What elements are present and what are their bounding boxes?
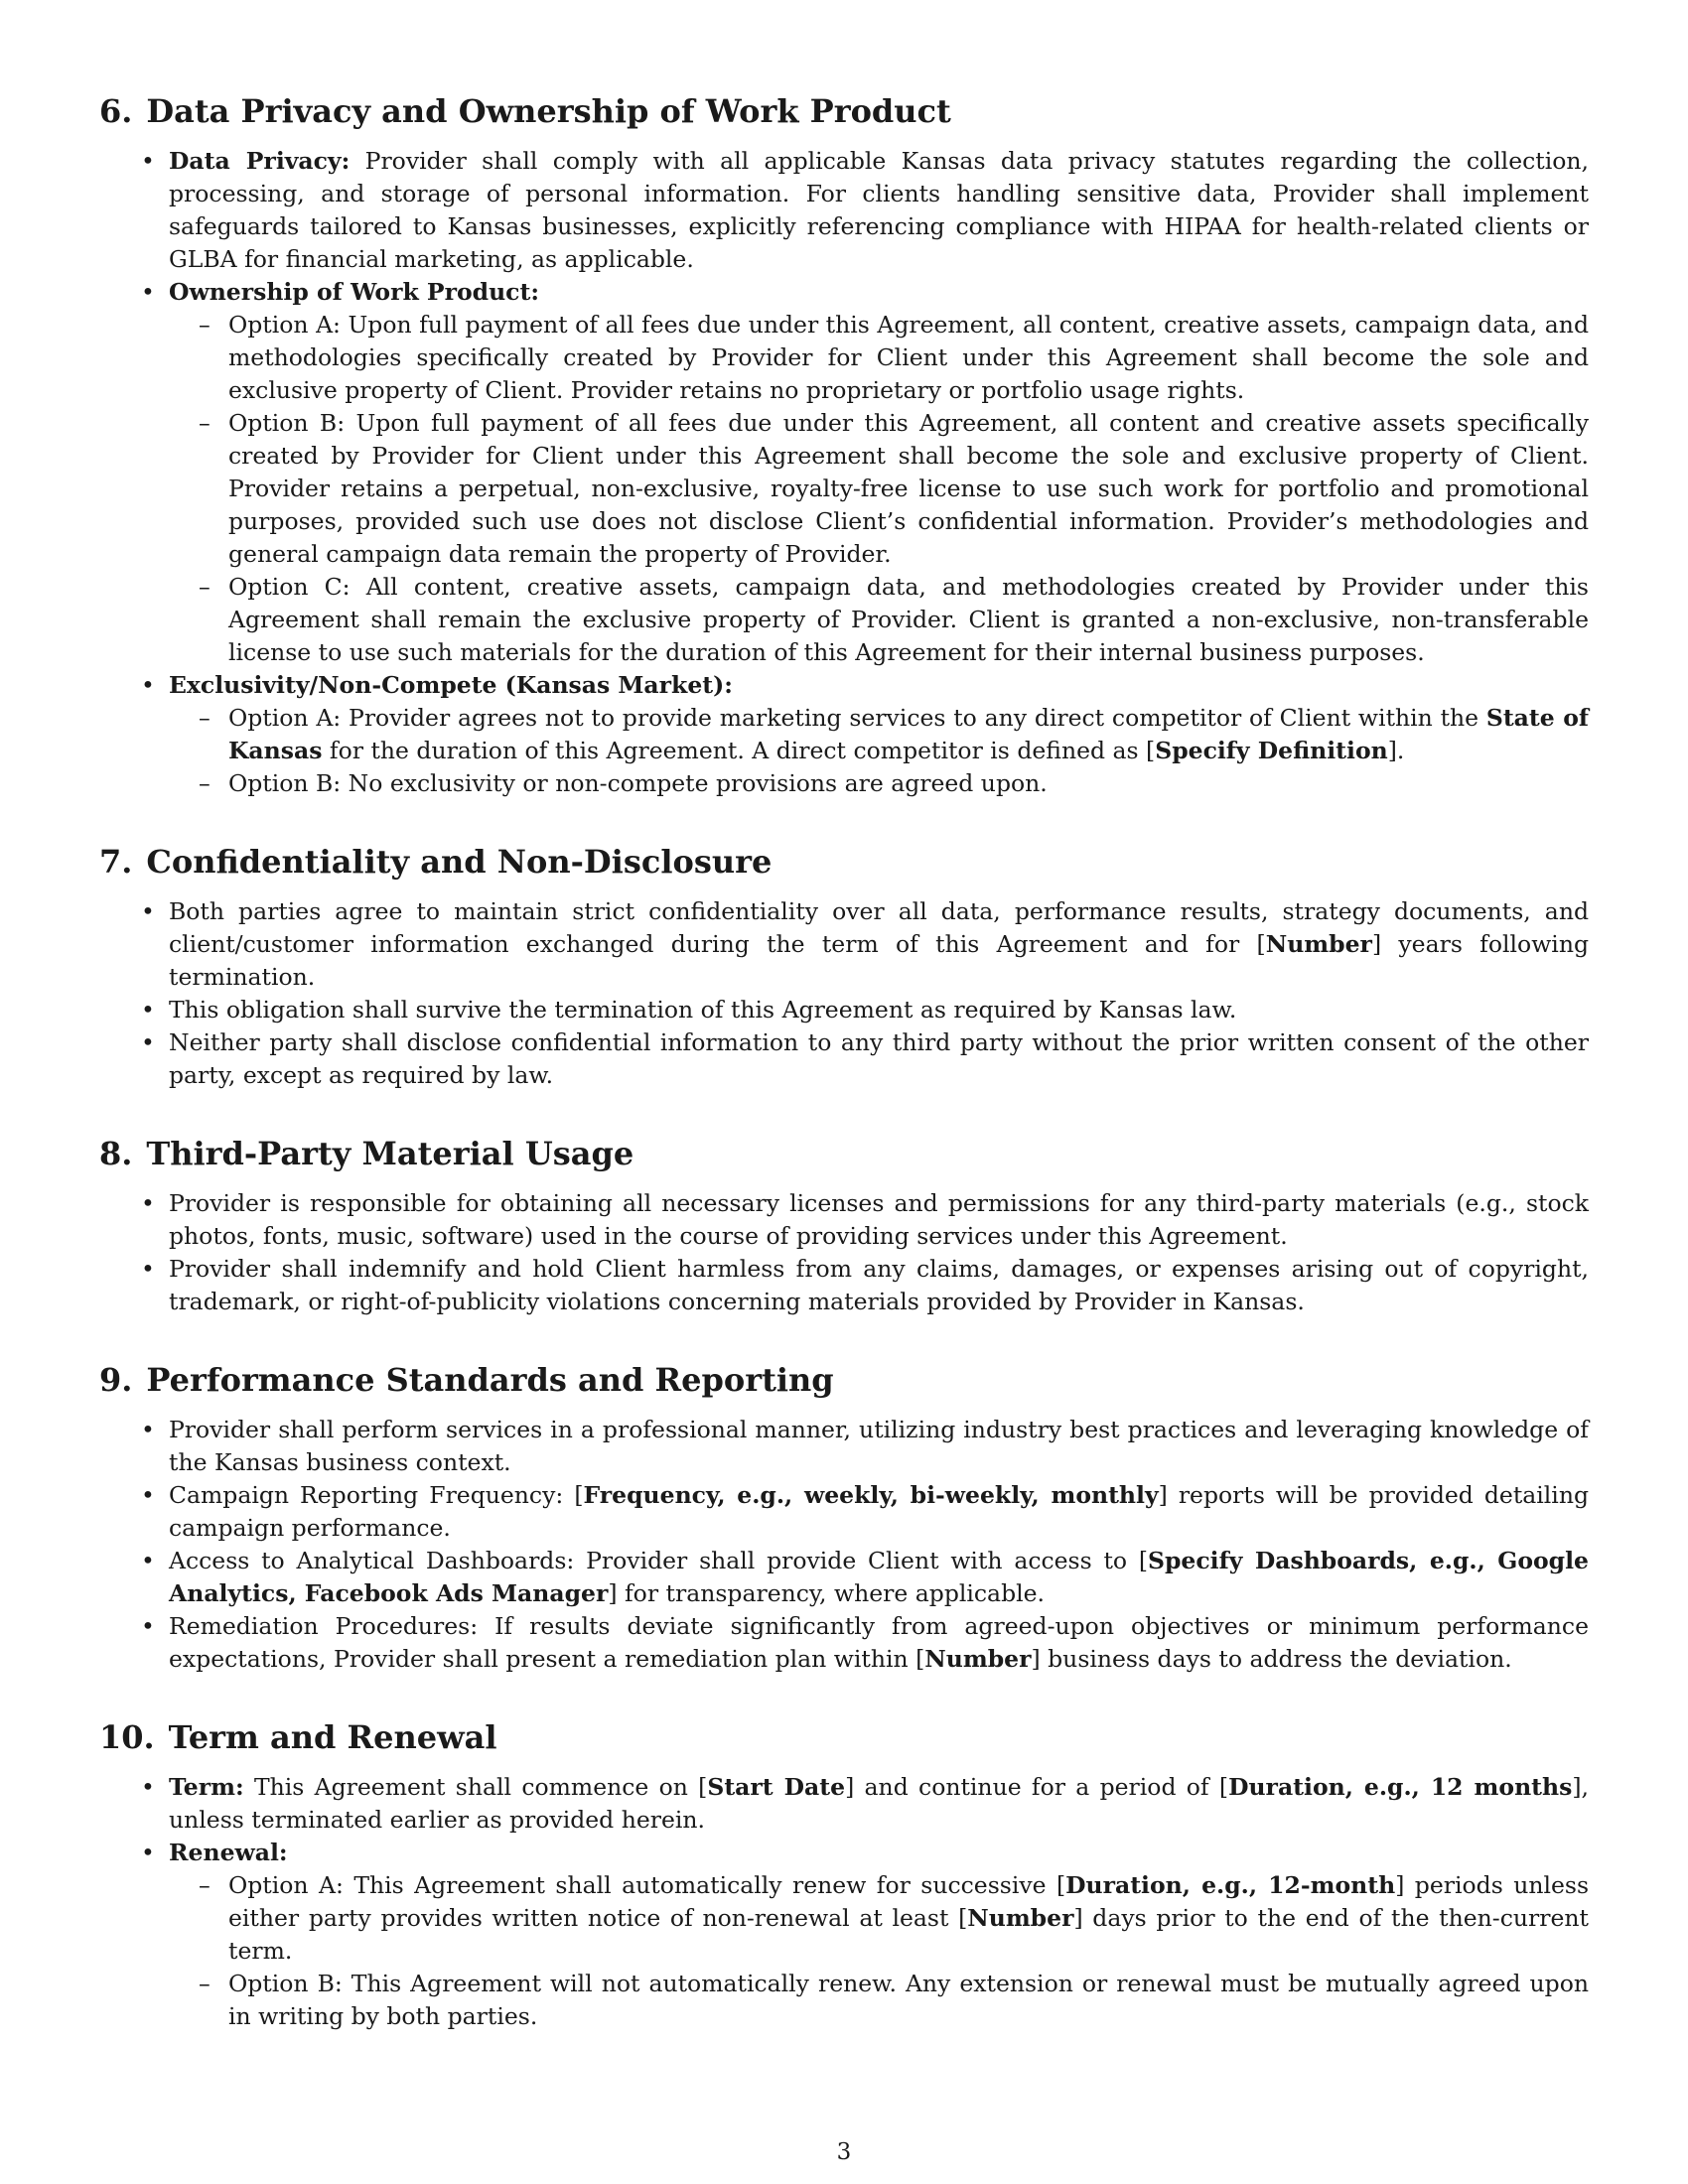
placeholder-field: Frequency, e.g., weekly, bi-weekly, monthly bbox=[583, 1481, 1159, 1509]
section-9 bbox=[99, 1360, 1589, 1676]
option-b: – Option B: This Agreement will not automatically renew. Any extension or renewal must be mutually agreed upon in writing by both parties. bbox=[228, 1968, 1589, 2033]
option-text: ] periods unless either party provides written notice of non-renewal at least [ bbox=[228, 1871, 1590, 1932]
section-heading bbox=[99, 1717, 1589, 1757]
section-heading bbox=[99, 1360, 1589, 1400]
option-a bbox=[228, 702, 1589, 767]
bullet-text: ] reports will be provided detailing campaign performance. bbox=[169, 1481, 1589, 1542]
section-title: Performance Standards and Reporting bbox=[146, 1361, 834, 1399]
bullet-list bbox=[99, 1771, 1589, 2033]
bullet-text: ] business days to address the deviation. bbox=[1031, 1645, 1512, 1673]
bullet-text: Provider shall comply with all applicable Kansas data privacy statutes regarding the collection, processing, and storage of personal information. For clients handling sensitive data, Provider shall implement safeguards tailored to Kansas businesses, explicitly referencing compliance with HIPAA for health-related clients or GLBA for financial marketing, as applicable. bbox=[169, 147, 1589, 273]
bullet-exclusivity bbox=[169, 669, 1589, 800]
page-number: 3 bbox=[836, 2139, 852, 2165]
section-number: 7. bbox=[99, 843, 133, 881]
bullet-item bbox=[169, 1610, 1589, 1676]
section-10 bbox=[99, 1717, 1589, 2033]
option-text: for the duration of this Agreement. A direct competitor is defined as [ bbox=[322, 737, 1156, 764]
section-title: Data Privacy and Ownership of Work Product bbox=[146, 92, 951, 130]
bullet-list bbox=[99, 1414, 1589, 1676]
section-heading bbox=[99, 1134, 1589, 1173]
bullet-text: ] years following termination. bbox=[169, 930, 1590, 991]
bullet-item bbox=[169, 1545, 1589, 1610]
option-list bbox=[169, 1869, 1589, 2033]
section-6 bbox=[99, 91, 1589, 800]
bullet-label: Data Privacy: bbox=[169, 147, 351, 175]
placeholder-field: Specify Definition bbox=[1155, 737, 1388, 764]
bullet-text: Remediation Procedures: If results deviate significantly from agreed-upon objectives or minimum performance expectations, Provider shall present a remediation plan within [ bbox=[169, 1612, 1589, 1673]
option-text: ] days prior to the end of the then-current term. bbox=[228, 1904, 1589, 1965]
bullet-label: Renewal: bbox=[169, 1839, 288, 1866]
bullet-text: Both parties agree to maintain strict confidentiality over all data, performance results, strategy documents, and client/customer information exchanged during the term of this Agreement and for [ bbox=[169, 897, 1589, 958]
option-a bbox=[228, 1869, 1589, 1968]
option-text: Option A: Provider agrees not to provide marketing services to any direct competitor of Client within the bbox=[228, 704, 1486, 732]
section-number: 9. bbox=[99, 1361, 133, 1399]
section-8 bbox=[99, 1134, 1589, 1318]
bullet-renewal bbox=[169, 1837, 1589, 2033]
bullet-item: • Provider shall perform services in a professional manner, utilizing industry best practices and leveraging knowledge of the Kansas business context. bbox=[169, 1414, 1589, 1479]
placeholder-field: Number bbox=[1265, 930, 1372, 958]
bullet-item bbox=[169, 1479, 1589, 1545]
bullet-text: ] and continue for a period of [ bbox=[845, 1773, 1229, 1801]
section-title: Third-Party Material Usage bbox=[146, 1135, 634, 1172]
bullet-data-privacy bbox=[169, 145, 1589, 276]
bullet-label: Exclusivity/Non-Compete (Kansas Market): bbox=[169, 671, 733, 699]
option-list bbox=[169, 309, 1589, 669]
option-bold: State of Kansas bbox=[228, 704, 1589, 764]
section-title: Confidentiality and Non-Disclosure bbox=[146, 843, 773, 881]
section-number: 6. bbox=[99, 92, 133, 130]
bullet-text: Access to Analytical Dashboards: Provider shall provide Client with access to [ bbox=[169, 1547, 1149, 1574]
bullet-list bbox=[99, 145, 1589, 800]
bullet-item: • Provider is responsible for obtaining all necessary licenses and permissions for any third-party materials (e.g., stock photos, fonts, music, software) used in the course of providing services under this Agreement. bbox=[169, 1187, 1589, 1253]
placeholder-field: Duration, e.g., 12-month bbox=[1065, 1871, 1396, 1899]
placeholder-field: Specify Dashboards, e.g., Google Analytics, Facebook Ads Manager bbox=[169, 1547, 1589, 1607]
bullet-label: Term: bbox=[169, 1773, 244, 1801]
option-text: ]. bbox=[1387, 737, 1405, 764]
option-a: – Option A: Upon full payment of all fees due under this Agreement, all content, creative assets, campaign data, and methodologies specifically created by Provider for Client under this Agreement shall become the sole and exclusive property of Client. Provider retains no proprietary or portfolio usage rights. bbox=[228, 309, 1589, 407]
bullet-text: ] for transparency, where applicable. bbox=[608, 1579, 1046, 1607]
section-title: Term and Renewal bbox=[168, 1718, 497, 1756]
bullet-item: • Provider shall indemnify and hold Client harmless from any claims, damages, or expenses arising out of copyright, trademark, or right-of-publicity violations concerning materials provided by Provider in Kansas. bbox=[169, 1253, 1589, 1318]
bullet-label: Ownership of Work Product: bbox=[169, 278, 540, 306]
placeholder-field: Start Date bbox=[707, 1773, 846, 1801]
bullet-list bbox=[99, 895, 1589, 1092]
option-b: – Option B: Upon full payment of all fees due under this Agreement, all content and creative assets specifically created by Provider for Client under this Agreement shall become the sole and exclusive property of Client. Provider retains a perpetual, non-exclusive, royalty-free license to use such work for portfolio and promotional purposes, provided such use does not disclose Client’s confidential information. Provider’s methodologies and general campaign data remain the property of Provider. bbox=[228, 407, 1589, 571]
bullet-text: This Agreement shall commence on [ bbox=[243, 1773, 708, 1801]
placeholder-field: Number bbox=[924, 1645, 1032, 1673]
option-list bbox=[169, 702, 1589, 800]
section-number: 8. bbox=[99, 1135, 133, 1172]
bullet-term bbox=[169, 1771, 1589, 1837]
section-heading bbox=[99, 842, 1589, 882]
option-text: Option A: This Agreement shall automatically renew for successive [ bbox=[228, 1871, 1066, 1899]
bullet-text: Campaign Reporting Frequency: [ bbox=[169, 1481, 584, 1509]
bullet-list bbox=[99, 1187, 1589, 1318]
bullet-text: ], unless terminated earlier as provided herein. bbox=[169, 1773, 1589, 1834]
bullet-ownership bbox=[169, 276, 1589, 669]
option-b: – Option B: No exclusivity or non-compete provisions are agreed upon. bbox=[228, 767, 1589, 800]
placeholder-field: Duration, e.g., 12 months bbox=[1228, 1773, 1573, 1801]
option-c: – Option C: All content, creative assets, campaign data, and methodologies created by Provider under this Agreement shall remain the exclusive property of Provider. Client is granted a non-exclusive, non-transferable license to use such materials for the duration of this Agreement for their internal business purposes. bbox=[228, 571, 1589, 669]
bullet-item bbox=[169, 895, 1589, 994]
placeholder-field: Number bbox=[967, 1904, 1074, 1932]
bullet-item: • This obligation shall survive the termination of this Agreement as required by Kansas law. bbox=[169, 994, 1589, 1026]
bullet-item: • Neither party shall disclose confidential information to any third party without the prior written consent of the other party, except as required by law. bbox=[169, 1026, 1589, 1092]
section-number: 10. bbox=[99, 1718, 155, 1756]
section-heading bbox=[99, 91, 1589, 131]
section-7 bbox=[99, 842, 1589, 1092]
